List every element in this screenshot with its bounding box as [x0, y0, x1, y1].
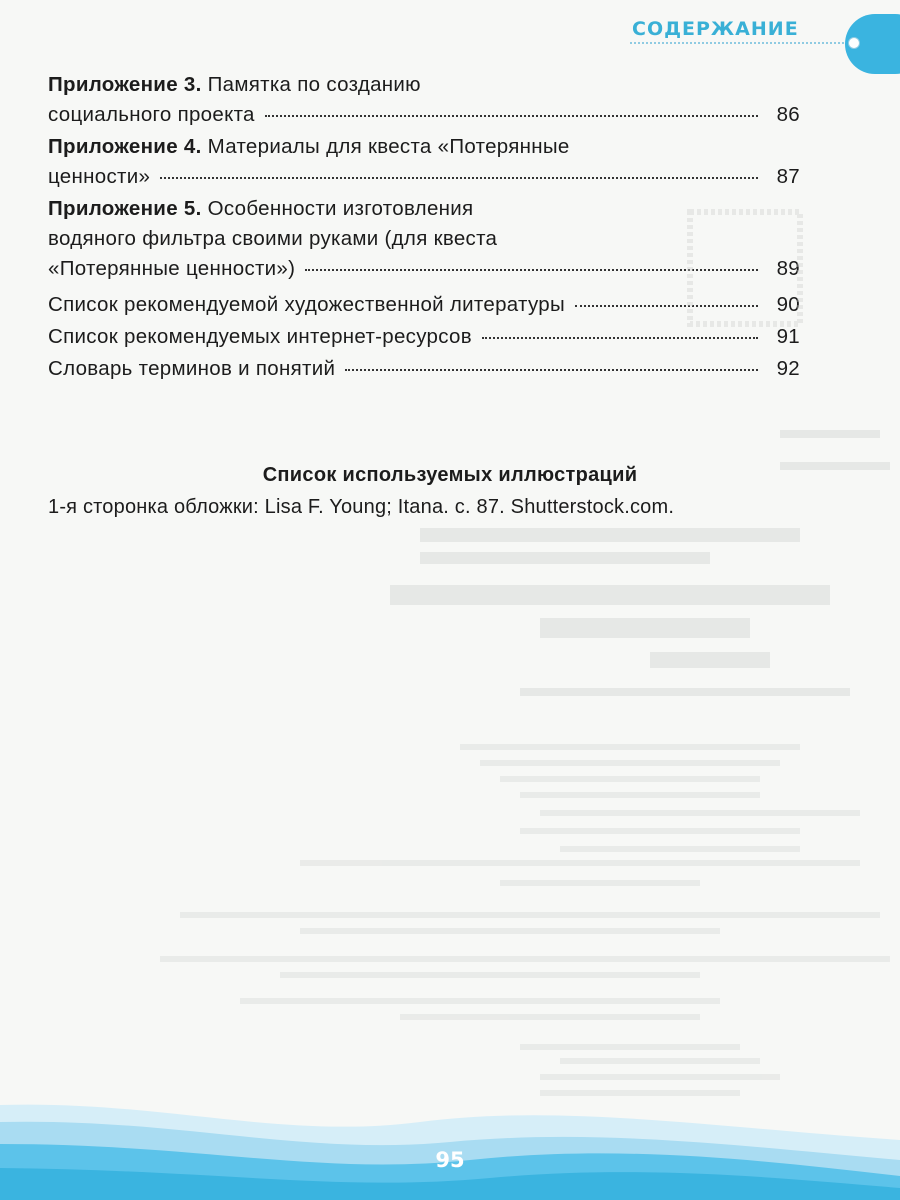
- toc-page-number: 92: [776, 357, 800, 380]
- dot-leader: [305, 269, 758, 271]
- footer-wave: [0, 1060, 900, 1200]
- illustrations-heading: Список используемых иллюстраций: [262, 464, 638, 486]
- toc-entry-title-line: «Потерянные ценности»): [48, 257, 296, 280]
- table-of-contents: [48, 70, 800, 386]
- header-section-title: СОДЕРЖАНИЕ: [632, 18, 799, 40]
- toc-entry-glossary[interactable]: [48, 354, 800, 384]
- dot-leader: [160, 177, 758, 179]
- toc-entry-internet-resources[interactable]: [48, 322, 800, 352]
- toc-entry-title-line: ценности»: [48, 165, 151, 188]
- dot-leader: [575, 305, 758, 307]
- toc-entry-appendix-5[interactable]: [48, 194, 800, 284]
- toc-entry-title-line: Материалы для квеста «Потерянные: [207, 135, 570, 158]
- toc-entry-title: Список рекомендуемых интернет-ресурсов: [48, 325, 472, 348]
- toc-entry-title-line: водяного фильтра своими руками (для квеста: [48, 227, 498, 250]
- illustrations-credits: 1-я сторонка обложки: Lisa F. Young; Itana. с. 87. Shutterstock.com.: [48, 496, 675, 518]
- dot-leader: [265, 115, 758, 117]
- toc-entry-label: Приложение 4.: [48, 135, 202, 158]
- toc-entry-label: Приложение 5.: [48, 197, 202, 220]
- page-number: 95: [435, 1148, 465, 1172]
- dot-leader: [482, 337, 758, 339]
- toc-entry-title: Словарь терминов и понятий: [48, 357, 336, 380]
- toc-entry-appendix-3[interactable]: [48, 70, 800, 130]
- toc-entry-appendix-4[interactable]: [48, 132, 800, 192]
- toc-page-number: 87: [776, 165, 800, 188]
- toc-entry-title-line: Особенности изготовления: [207, 197, 474, 220]
- toc-entry-label: Приложение 3.: [48, 73, 202, 96]
- toc-entry-title-line: социального проекта: [48, 103, 255, 126]
- dot-leader: [345, 369, 758, 371]
- header-dot-icon: [848, 37, 860, 49]
- toc-page-number: 89: [776, 257, 800, 280]
- header-dotted-line: [630, 42, 848, 44]
- toc-page-number: 86: [776, 103, 800, 126]
- toc-entry-title: Список рекомендуемой художественной литературы: [48, 293, 566, 316]
- toc-page-number: 91: [776, 325, 800, 348]
- toc-page-number: 90: [776, 293, 800, 316]
- toc-entry-title-line: Памятка по созданию: [207, 73, 421, 96]
- toc-entry-fiction-list[interactable]: [48, 290, 800, 320]
